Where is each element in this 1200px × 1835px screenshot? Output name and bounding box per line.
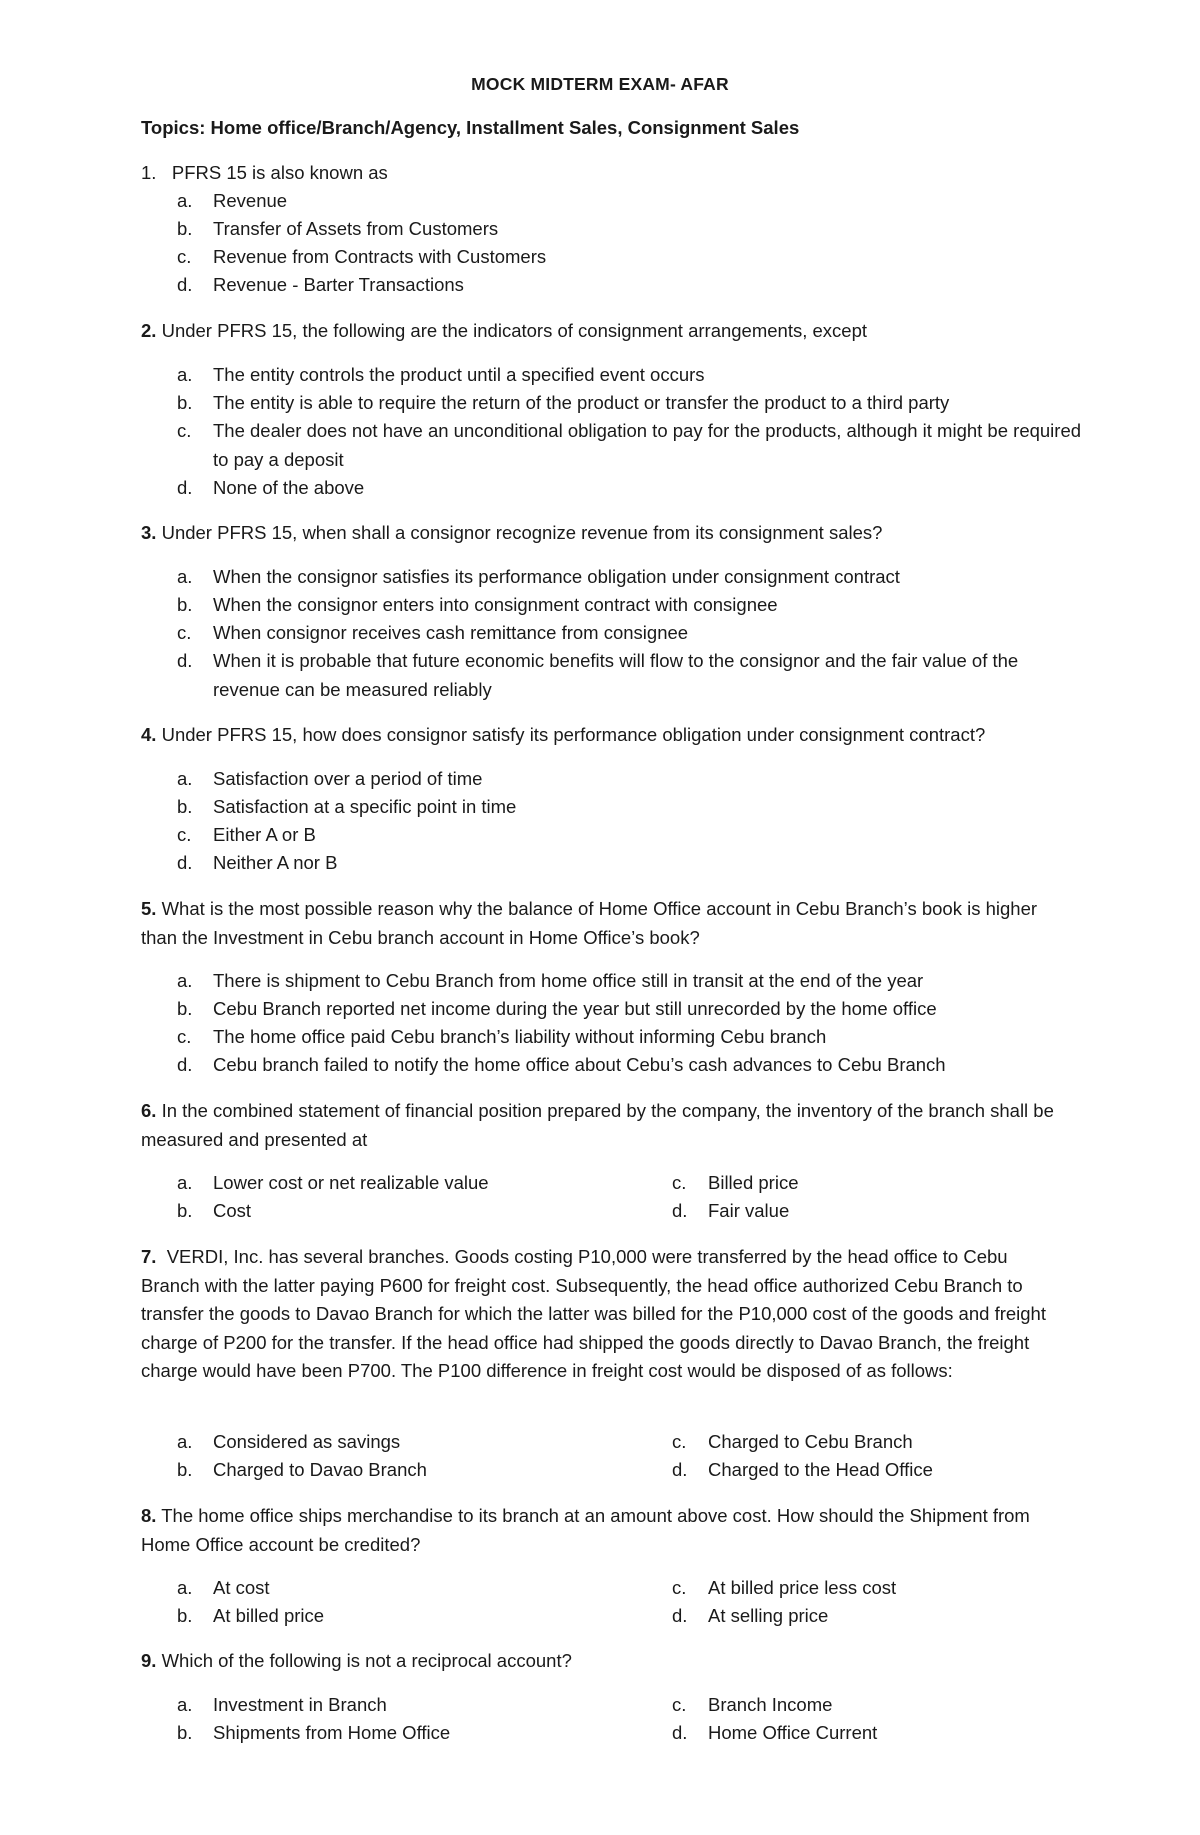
option-letter: c. [177, 622, 192, 643]
question-text: Which of the following is not a reciprocal account? [161, 1650, 572, 1671]
option-text: The entity controls the product until a specified event occurs [213, 364, 705, 385]
option-text: Charged to Cebu Branch [708, 1431, 913, 1452]
question-text: VERDI, Inc. has several branches. Goods costing P10,000 were transferred by the head office to Cebu Branch with the latter paying P600 for freight cost. Subsequently, the head office authorized Cebu Branch to transfer the goods to Davao Branch for which the latter was billed for the P10,000 cost of the goods and freight charge of P200 for the transfer. If the head office had shipped the goods directly to Davao Branch, the freight charge would have been P700. The P100 difference in freight cost would be disposed of as follows: [141, 1246, 1046, 1381]
option-letter: d. [672, 1459, 688, 1480]
option-text: At billed price [213, 1605, 325, 1626]
option-letter: d. [177, 274, 193, 295]
question-number: 7. [141, 1246, 157, 1267]
option-text: Either A or B [213, 824, 316, 845]
option-letter: d. [177, 852, 193, 873]
option-text: Satisfaction at a specific point in time [213, 796, 517, 817]
question-number: 2. [141, 320, 157, 341]
option-text: When the consignor enters into consignment contract with consignee [213, 594, 778, 615]
option-letter: b. [177, 1722, 193, 1743]
option-text: Revenue [213, 190, 288, 211]
option-letter: d. [672, 1722, 688, 1743]
option-letter: c. [177, 420, 192, 441]
option-text: At cost [213, 1577, 270, 1598]
question-1 [141, 159, 1061, 188]
option-text: Cebu branch failed to notify the home office about Cebu’s cash advances to Cebu Branch [213, 1054, 946, 1075]
option-letter: a. [177, 970, 193, 991]
question-6 [141, 1097, 1061, 1154]
option-text: At selling price [708, 1605, 829, 1626]
option-letter: a. [177, 1694, 193, 1715]
question-4 [141, 721, 1061, 750]
question-number: 5. [141, 898, 157, 919]
option-text: Cost [213, 1200, 252, 1221]
question-number: 9. [141, 1650, 157, 1671]
option-letter: d. [177, 1054, 193, 1075]
option-letter: b. [177, 796, 193, 817]
question-text: Under PFRS 15, the following are the indicators of consignment arrangements, except [161, 320, 868, 341]
topics-line: Topics: Home office/Branch/Agency, Installment Sales, Consignment Sales [141, 117, 800, 138]
option-letter: a. [177, 768, 193, 789]
option-text: The dealer does not have an unconditional obligation to pay for the products, although it might be required to pay a deposit [213, 420, 1082, 470]
option-text: Investment in Branch [213, 1694, 387, 1715]
option-letter: a. [177, 566, 193, 587]
option-text: Charged to Davao Branch [213, 1459, 427, 1480]
question-8 [141, 1502, 1061, 1559]
option-text: Branch Income [708, 1694, 833, 1715]
question-number: 8. [141, 1505, 157, 1526]
option-letter: c. [672, 1694, 687, 1715]
page-title: MOCK MIDTERM EXAM- AFAR [471, 74, 729, 94]
question-text: Under PFRS 15, when shall a consignor recognize revenue from its consignment sales? [161, 522, 883, 543]
question-number: 6. [141, 1100, 157, 1121]
option-letter: d. [672, 1200, 688, 1221]
option-text: Lower cost or net realizable value [213, 1172, 489, 1193]
option-text: When consignor receives cash remittance from consignee [213, 622, 689, 643]
option-letter: b. [177, 998, 193, 1019]
option-letter: b. [177, 1200, 193, 1221]
question-text: The home office ships merchandise to its branch at an amount above cost. How should the Shipment from Home Office account be credited? [141, 1505, 1030, 1555]
option-text: Fair value [708, 1200, 790, 1221]
option-letter: a. [177, 1172, 193, 1193]
option-text: Billed price [708, 1172, 799, 1193]
option-letter: c. [672, 1172, 687, 1193]
question-text: What is the most possible reason why the balance of Home Office account in Cebu Branch’s book is higher than the Investment in Cebu branch account in Home Office’s book? [141, 898, 1038, 948]
option-text: Considered as savings [213, 1431, 401, 1452]
option-letter: c. [177, 824, 192, 845]
option-text: At billed price less cost [708, 1577, 897, 1598]
question-2 [141, 317, 1061, 346]
option-letter: b. [177, 1605, 193, 1626]
option-letter: c. [672, 1431, 687, 1452]
option-text: When the consignor satisfies its performance obligation under consignment contract [213, 566, 900, 587]
option-text: Revenue from Contracts with Customers [213, 246, 547, 267]
option-text: The entity is able to require the return of the product or transfer the product to a third party [213, 392, 950, 413]
question-text: Under PFRS 15, how does consignor satisfy its performance obligation under consignment contract? [161, 724, 986, 745]
option-text: None of the above [213, 477, 365, 498]
option-letter: c. [177, 1026, 192, 1047]
option-letter: a. [177, 190, 193, 211]
option-text: Charged to the Head Office [708, 1459, 933, 1480]
question-text: In the combined statement of financial position prepared by the company, the inventory of the branch shall be measured and presented at [141, 1100, 1054, 1150]
option-text: Shipments from Home Office [213, 1722, 451, 1743]
option-text: Satisfaction over a period of time [213, 768, 483, 789]
question-5 [141, 895, 1061, 952]
option-letter: b. [177, 218, 193, 239]
option-letter: b. [177, 1459, 193, 1480]
option-letter: a. [177, 364, 193, 385]
option-text: Neither A nor B [213, 852, 338, 873]
question-7 [141, 1243, 1061, 1386]
option-letter: d. [672, 1605, 688, 1626]
question-number: 4. [141, 724, 157, 745]
question-number: 3. [141, 522, 157, 543]
option-text: When it is probable that future economic benefits will flow to the consignor and the fair value of the revenue can be measured reliably [213, 650, 1019, 700]
question-number: 1. [141, 162, 157, 183]
option-letter: c. [672, 1577, 687, 1598]
option-text: There is shipment to Cebu Branch from home office still in transit at the end of the year [213, 970, 924, 991]
question-text: PFRS 15 is also known as [171, 162, 388, 183]
option-letter: c. [177, 246, 192, 267]
option-letter: b. [177, 392, 193, 413]
option-text: Transfer of Assets from Customers [213, 218, 499, 239]
question-3 [141, 519, 1061, 548]
option-letter: d. [177, 477, 193, 498]
option-letter: b. [177, 594, 193, 615]
option-text: Home Office Current [708, 1722, 878, 1743]
option-text: The home office paid Cebu branch’s liability without informing Cebu branch [213, 1026, 827, 1047]
option-letter: a. [177, 1431, 193, 1452]
question-9 [141, 1647, 1061, 1676]
option-letter: a. [177, 1577, 193, 1598]
option-text: Cebu Branch reported net income during the year but still unrecorded by the home office [213, 998, 937, 1019]
option-letter: d. [177, 650, 193, 671]
option-text: Revenue - Barter Transactions [213, 274, 464, 295]
